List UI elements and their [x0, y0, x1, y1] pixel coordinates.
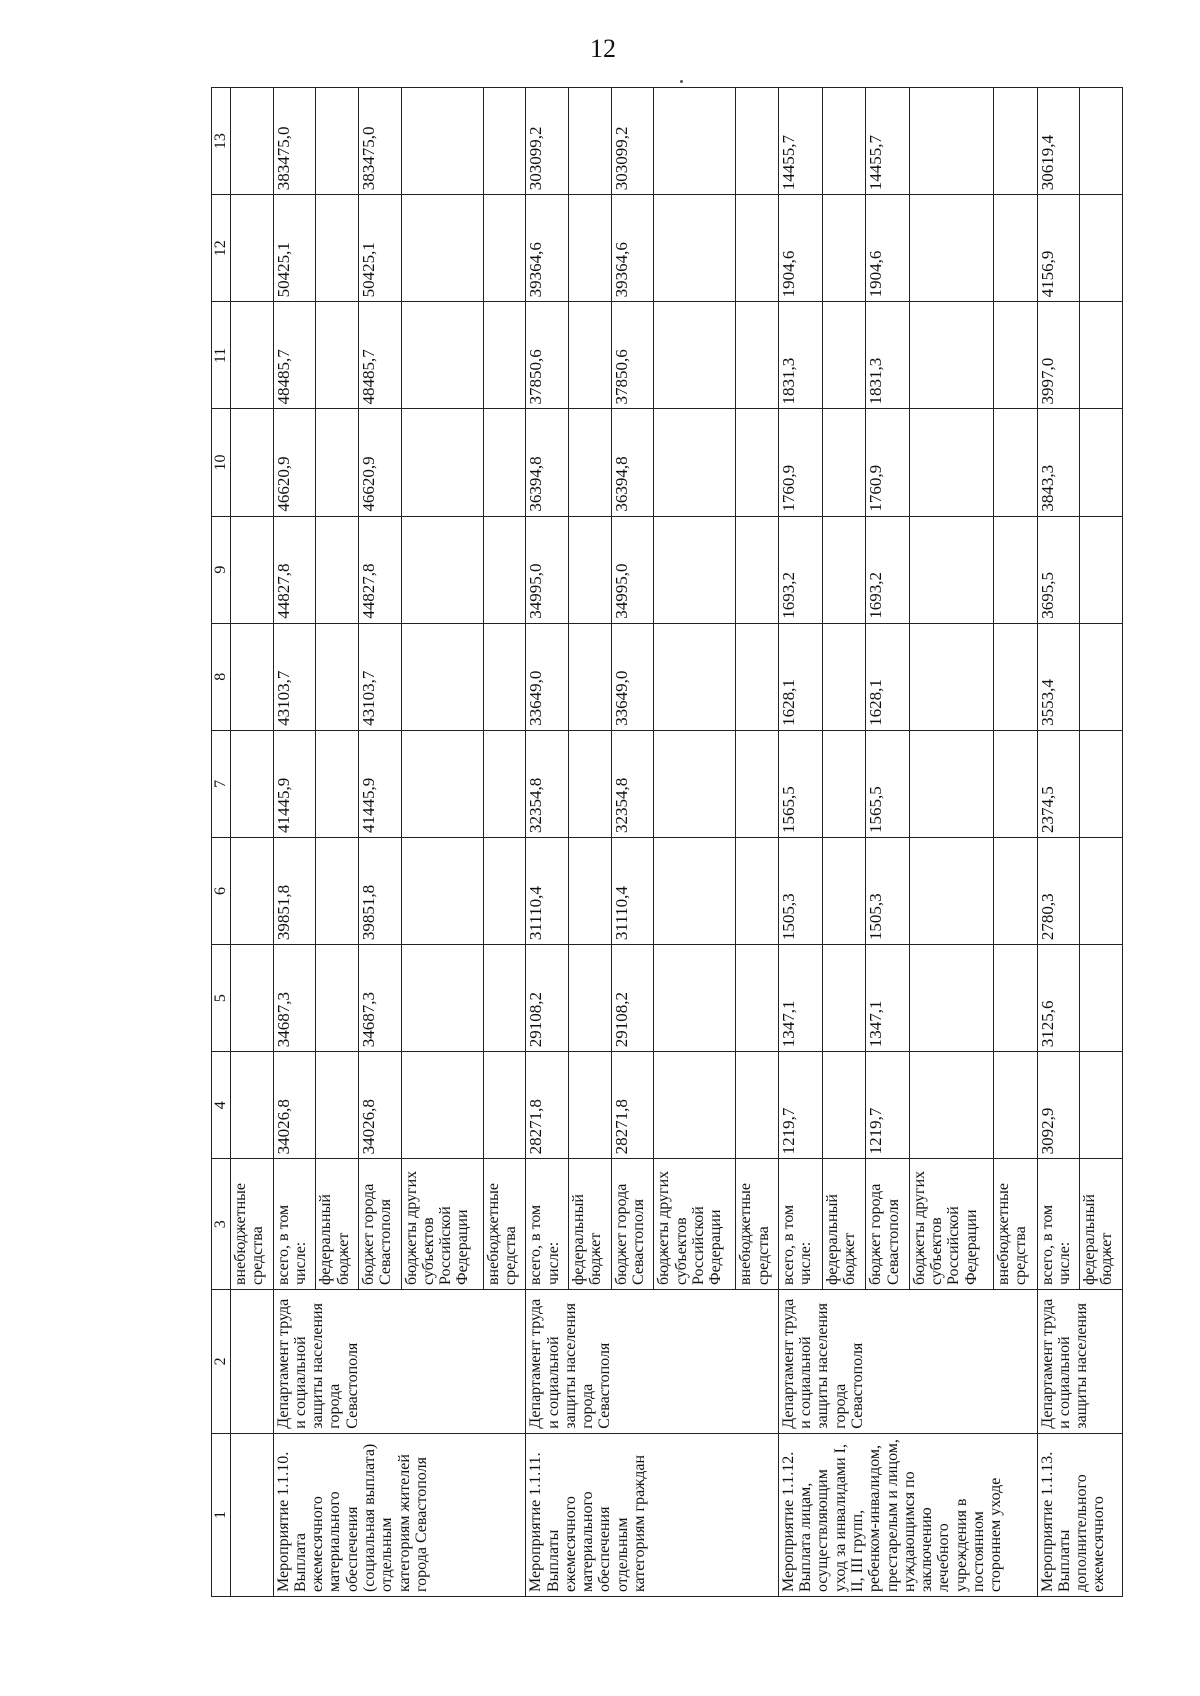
empty-cell: [736, 302, 779, 409]
budget-table: [211, 87, 1123, 1597]
value-cell: 29108,2: [526, 945, 569, 1052]
source-cell: бюджеты других субъектов Российской Федерации: [654, 1159, 736, 1290]
empty-cell: [909, 516, 993, 623]
value-cell: 1693,2: [778, 516, 822, 623]
empty-cell: [316, 945, 359, 1052]
empty-cell: [993, 88, 1037, 195]
empty-cell: [909, 302, 993, 409]
value-cell: 3125,6: [1037, 945, 1080, 1052]
executor-cell: Департамент труда и социальной защиты населения города Севастополя: [778, 1290, 1037, 1434]
value-cell: 1760,9: [778, 409, 822, 516]
empty-cell: [993, 195, 1037, 302]
empty-cell: [401, 195, 483, 302]
source-cell: внебюджетные средства: [483, 1159, 526, 1290]
empty-cell: [568, 623, 611, 730]
value-cell: 48485,7: [359, 302, 402, 409]
source-cell: федеральный бюджет: [1080, 1159, 1123, 1290]
value-cell: 34995,0: [526, 516, 569, 623]
value-cell: 34026,8: [359, 1052, 402, 1159]
empty-cell: [316, 837, 359, 944]
empty-cell: [736, 945, 779, 1052]
value-cell: 31110,4: [526, 837, 569, 944]
empty-cell: [822, 409, 866, 516]
empty-cell: [822, 1052, 866, 1159]
value-cell: 39364,6: [611, 195, 654, 302]
empty-cell: [654, 837, 736, 944]
value-cell: 1565,5: [866, 730, 910, 837]
source-cell: бюджет города Севастополя: [611, 1159, 654, 1290]
empty-cell: [316, 88, 359, 195]
value-cell: 383475,0: [359, 88, 402, 195]
value-cell: 1347,1: [866, 945, 910, 1052]
value-cell: 43103,7: [359, 623, 402, 730]
column-number: 2: [212, 1290, 231, 1434]
value-cell: 1219,7: [778, 1052, 822, 1159]
source-cell: бюджет города Севастополя: [359, 1159, 402, 1290]
source-cell: всего, в том числе:: [526, 1159, 569, 1290]
value-cell: 2780,3: [1037, 837, 1080, 944]
source-cell: всего, в том числе:: [778, 1159, 822, 1290]
value-cell: 48485,7: [273, 302, 316, 409]
empty-cell: [1080, 1052, 1123, 1159]
empty-cell: [993, 409, 1037, 516]
column-number: 5: [212, 945, 231, 1052]
value-cell: 44827,8: [273, 516, 316, 623]
column-number: 6: [212, 837, 231, 944]
empty-cell: [483, 623, 526, 730]
empty-cell: [1080, 730, 1123, 837]
value-cell: 1760,9: [866, 409, 910, 516]
column-number: 7: [212, 730, 231, 837]
table-row: [526, 88, 569, 1597]
empty-cell: [909, 409, 993, 516]
empty-cell: [822, 730, 866, 837]
empty-cell: [993, 837, 1037, 944]
empty-cell: [231, 302, 274, 409]
source-cell: всего, в том числе:: [273, 1159, 316, 1290]
empty-cell: [231, 623, 274, 730]
measure-cell: Мероприятие 1.1.12. Выплата лицам, осуществляющим уход за инвалидами I, II, III групп, ребенком-инвалидом, престарелым и лицом, нуждающимся по заключению лечебного учреждения в постоянном стороннем уходе: [778, 1433, 1037, 1596]
value-cell: 50425,1: [273, 195, 316, 302]
value-cell: 1904,6: [866, 195, 910, 302]
value-cell: 36394,8: [611, 409, 654, 516]
empty-cell: [909, 1052, 993, 1159]
empty-cell: [231, 837, 274, 944]
empty-cell: [401, 837, 483, 944]
empty-cell: [568, 516, 611, 623]
empty-cell: [316, 409, 359, 516]
empty-cell: [483, 945, 526, 1052]
measure-cell: Мероприятие 1.1.13. Выплаты дополнительного ежемесячного: [1037, 1433, 1122, 1596]
scan-speck: [680, 80, 683, 83]
empty-cell: [483, 837, 526, 944]
empty-cell: [483, 195, 526, 302]
empty-cell: [909, 945, 993, 1052]
value-cell: 1693,2: [866, 516, 910, 623]
value-cell: 34687,3: [273, 945, 316, 1052]
empty-cell: [401, 945, 483, 1052]
executor-cell: Департамент труда и социальной защиты населения: [1037, 1290, 1122, 1434]
empty-cell: [316, 1052, 359, 1159]
column-number: 1: [212, 1433, 231, 1596]
empty-cell: [736, 516, 779, 623]
empty-cell: [401, 1052, 483, 1159]
empty-cell: [483, 1052, 526, 1159]
empty-cell: [654, 945, 736, 1052]
value-cell: 34995,0: [611, 516, 654, 623]
empty-cell: [909, 88, 993, 195]
value-cell: 46620,9: [359, 409, 402, 516]
empty-cell: [736, 88, 779, 195]
value-cell: 37850,6: [611, 302, 654, 409]
empty-cell: [231, 88, 274, 195]
empty-cell: [654, 195, 736, 302]
value-cell: 3695,5: [1037, 516, 1080, 623]
value-cell: 3553,4: [1037, 623, 1080, 730]
value-cell: 30619,4: [1037, 88, 1080, 195]
empty-cell: [993, 302, 1037, 409]
value-cell: 1347,1: [778, 945, 822, 1052]
empty-cell: [316, 195, 359, 302]
value-cell: 14455,7: [778, 88, 822, 195]
empty-cell: [483, 88, 526, 195]
value-cell: 39851,8: [359, 837, 402, 944]
value-cell: 3843,3: [1037, 409, 1080, 516]
empty-cell: [483, 302, 526, 409]
source-cell: внебюджетные средства: [993, 1159, 1037, 1290]
empty-cell: [909, 623, 993, 730]
value-cell: 34687,3: [359, 945, 402, 1052]
empty-cell: [654, 516, 736, 623]
empty-cell: [654, 409, 736, 516]
empty-cell: [483, 516, 526, 623]
table-row: [231, 88, 274, 1597]
value-cell: 1219,7: [866, 1052, 910, 1159]
value-cell: 1505,3: [778, 837, 822, 944]
empty-cell: [568, 730, 611, 837]
empty-cell: [401, 623, 483, 730]
value-cell: 39364,6: [526, 195, 569, 302]
empty-cell: [401, 302, 483, 409]
empty-cell: [231, 516, 274, 623]
empty-cell: [822, 302, 866, 409]
value-cell: 32354,8: [526, 730, 569, 837]
value-cell: 2374,5: [1037, 730, 1080, 837]
column-number: 4: [212, 1052, 231, 1159]
value-cell: 1831,3: [778, 302, 822, 409]
empty-cell: [316, 730, 359, 837]
empty-cell: [401, 516, 483, 623]
empty-cell: [316, 302, 359, 409]
empty-cell: [909, 195, 993, 302]
source-cell: всего, в том числе:: [1037, 1159, 1080, 1290]
empty-cell: [736, 837, 779, 944]
empty-cell: [654, 302, 736, 409]
column-number: 10: [212, 409, 231, 516]
empty-cell: [822, 88, 866, 195]
column-number: 3: [212, 1159, 231, 1290]
value-cell: 14455,7: [866, 88, 910, 195]
empty-cell: [822, 195, 866, 302]
empty-cell: [736, 623, 779, 730]
empty-cell: [568, 409, 611, 516]
value-cell: 1565,5: [778, 730, 822, 837]
empty-cell: [483, 730, 526, 837]
empty-cell: [1080, 409, 1123, 516]
value-cell: 41445,9: [273, 730, 316, 837]
empty-cell: [1080, 302, 1123, 409]
source-cell: внебюджетные средства: [736, 1159, 779, 1290]
empty-cell: [993, 1052, 1037, 1159]
column-number: 8: [212, 623, 231, 730]
empty-cell: [316, 623, 359, 730]
empty-cell: [736, 730, 779, 837]
value-cell: 383475,0: [273, 88, 316, 195]
value-cell: 46620,9: [273, 409, 316, 516]
empty-cell: [231, 195, 274, 302]
value-cell: 1505,3: [866, 837, 910, 944]
empty-cell: [231, 730, 274, 837]
empty-cell: [1080, 516, 1123, 623]
rotated-table-wrapper: [211, 87, 1123, 1597]
table-row: [1037, 88, 1080, 1597]
empty-cell: [822, 516, 866, 623]
source-cell: федеральный бюджет: [316, 1159, 359, 1290]
empty-cell: [654, 1052, 736, 1159]
value-cell: 1628,1: [866, 623, 910, 730]
measure-cell: [231, 1433, 274, 1596]
value-cell: 1831,3: [866, 302, 910, 409]
empty-cell: [568, 302, 611, 409]
empty-cell: [909, 837, 993, 944]
value-cell: 303099,2: [526, 88, 569, 195]
value-cell: 34026,8: [273, 1052, 316, 1159]
column-number: 9: [212, 516, 231, 623]
executor-cell: Департамент труда и социальной защиты населения города Севастополя: [273, 1290, 526, 1434]
empty-cell: [568, 1052, 611, 1159]
empty-cell: [316, 516, 359, 623]
empty-cell: [401, 409, 483, 516]
empty-cell: [822, 623, 866, 730]
value-cell: 37850,6: [526, 302, 569, 409]
empty-cell: [231, 1052, 274, 1159]
executor-cell: Департамент труда и социальной защиты населения города Севастополя: [526, 1290, 779, 1434]
empty-cell: [568, 88, 611, 195]
value-cell: 3997,0: [1037, 302, 1080, 409]
value-cell: 28271,8: [526, 1052, 569, 1159]
value-cell: 29108,2: [611, 945, 654, 1052]
value-cell: 33649,0: [526, 623, 569, 730]
value-cell: 33649,0: [611, 623, 654, 730]
column-number: 11: [212, 302, 231, 409]
source-cell: внебюджетные средства: [231, 1159, 274, 1290]
value-cell: 50425,1: [359, 195, 402, 302]
executor-cell: [231, 1290, 274, 1434]
column-number: 13: [212, 88, 231, 195]
value-cell: 43103,7: [273, 623, 316, 730]
empty-cell: [1080, 945, 1123, 1052]
value-cell: 1904,6: [778, 195, 822, 302]
value-cell: 28271,8: [611, 1052, 654, 1159]
page-number: 12: [590, 34, 616, 63]
empty-cell: [993, 516, 1037, 623]
empty-cell: [401, 88, 483, 195]
value-cell: 1628,1: [778, 623, 822, 730]
empty-cell: [231, 409, 274, 516]
empty-cell: [1080, 623, 1123, 730]
empty-cell: [736, 409, 779, 516]
empty-cell: [736, 195, 779, 302]
table-row: [778, 88, 822, 1597]
value-cell: 36394,8: [526, 409, 569, 516]
empty-cell: [1080, 88, 1123, 195]
empty-cell: [736, 1052, 779, 1159]
source-cell: бюджеты других субъектов Российской Федерации: [909, 1159, 993, 1290]
empty-cell: [1080, 837, 1123, 944]
value-cell: 3092,9: [1037, 1052, 1080, 1159]
empty-cell: [822, 945, 866, 1052]
source-cell: бюджеты других субъектов Российской Федерации: [401, 1159, 483, 1290]
empty-cell: [231, 945, 274, 1052]
empty-cell: [654, 730, 736, 837]
empty-cell: [401, 730, 483, 837]
empty-cell: [909, 730, 993, 837]
source-cell: федеральный бюджет: [568, 1159, 611, 1290]
value-cell: 44827,8: [359, 516, 402, 623]
source-cell: бюджет города Севастополя: [866, 1159, 910, 1290]
empty-cell: [993, 730, 1037, 837]
value-cell: 303099,2: [611, 88, 654, 195]
empty-cell: [993, 623, 1037, 730]
value-cell: 32354,8: [611, 730, 654, 837]
column-number: 12: [212, 195, 231, 302]
column-number-row: [212, 88, 231, 1597]
value-cell: 41445,9: [359, 730, 402, 837]
table-row: [273, 88, 316, 1597]
empty-cell: [568, 195, 611, 302]
source-cell: федеральный бюджет: [822, 1159, 866, 1290]
value-cell: 39851,8: [273, 837, 316, 944]
empty-cell: [483, 409, 526, 516]
measure-cell: Мероприятие 1.1.10. Выплата ежемесячного материального обеспечения (социальная выплата) отдельным категориям жителей города Севастополя: [273, 1433, 526, 1596]
value-cell: 4156,9: [1037, 195, 1080, 302]
empty-cell: [822, 837, 866, 944]
empty-cell: [568, 837, 611, 944]
empty-cell: [654, 623, 736, 730]
empty-cell: [993, 945, 1037, 1052]
empty-cell: [1080, 195, 1123, 302]
measure-cell: Мероприятие 1.1.11. Выплаты ежемесячного материального обеспечения отдельным категориям граждан: [526, 1433, 779, 1596]
empty-cell: [654, 88, 736, 195]
value-cell: 31110,4: [611, 837, 654, 944]
empty-cell: [568, 945, 611, 1052]
